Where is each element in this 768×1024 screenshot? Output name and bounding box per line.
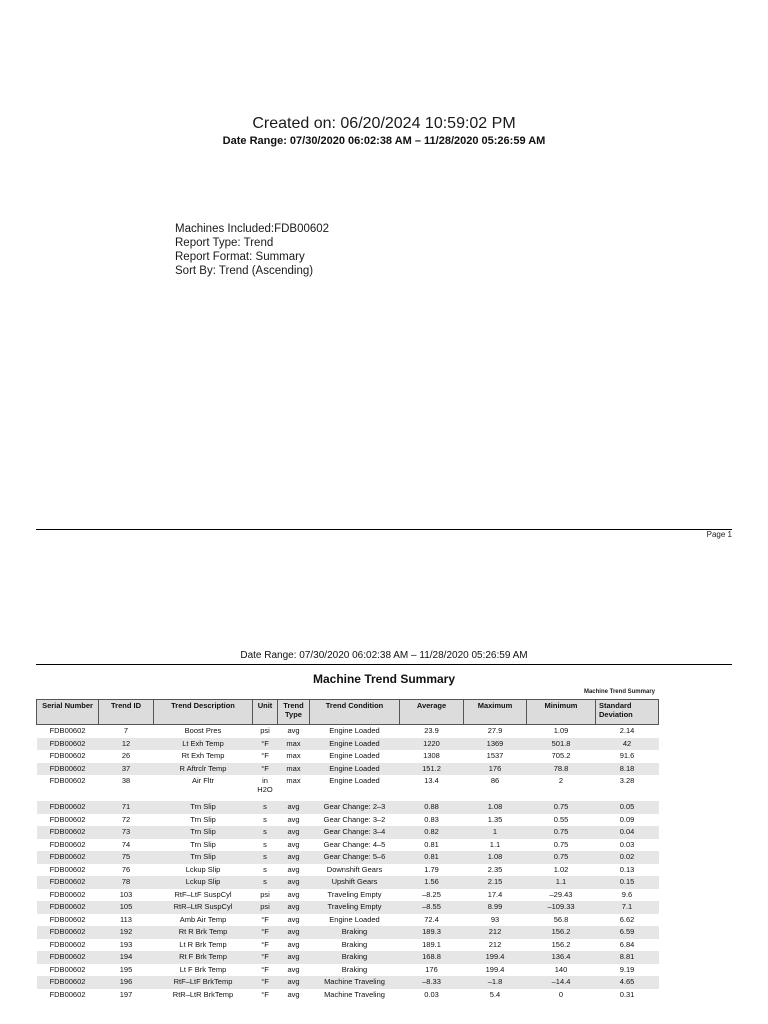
table-cell: 1.1 bbox=[489, 839, 501, 849]
table-row bbox=[37, 801, 659, 814]
report-parameters bbox=[175, 222, 329, 278]
table-cell: Braking bbox=[310, 926, 400, 939]
table-cell: Braking bbox=[310, 951, 400, 964]
table-cell: FDB00602 bbox=[49, 939, 86, 949]
table-cell: R Aftrclr Temp bbox=[154, 763, 253, 776]
table-row bbox=[37, 951, 659, 964]
table-cell: 151.2 bbox=[400, 763, 464, 776]
table-cell: FDB00602 bbox=[49, 776, 86, 785]
table-cell: Traveling Empty bbox=[310, 901, 400, 914]
table-cell: 6.62 bbox=[619, 914, 635, 924]
table-cell: 76 bbox=[121, 864, 131, 874]
table-row bbox=[37, 750, 659, 763]
table-cell: 3.28 bbox=[619, 776, 635, 785]
table-row bbox=[37, 939, 659, 952]
table-cell: 1369 bbox=[464, 738, 527, 751]
page2-date-range: Date Range: 07/30/2020 06:02:38 AM – 11/28/2020 05:26:59 AM bbox=[240, 650, 528, 661]
table-cell: 140 bbox=[554, 964, 568, 974]
table-cell: FDB00602 bbox=[49, 864, 86, 874]
table-cell: Trn Slip bbox=[190, 814, 216, 824]
table-cell: 27.9 bbox=[487, 726, 503, 735]
table-cell: Rt Exh Temp bbox=[181, 751, 225, 760]
table-cell: psi bbox=[260, 889, 270, 899]
table-cell: 4.65 bbox=[596, 976, 659, 989]
table-cell: avg bbox=[287, 839, 300, 849]
table-cell: FDB00602 bbox=[37, 901, 99, 914]
table-cell: –109.33 bbox=[527, 901, 596, 914]
table-row bbox=[37, 926, 659, 939]
table-cell: 0.05 bbox=[596, 801, 659, 814]
table-cell: FDB00602 bbox=[37, 876, 99, 889]
table-cell: FDB00602 bbox=[49, 964, 86, 974]
table-cell: Upshift Gears bbox=[310, 876, 400, 889]
table-cell: 156.2 bbox=[551, 939, 571, 949]
table-cell: 23.9 bbox=[424, 726, 439, 735]
column-header: Trend ID bbox=[99, 700, 154, 725]
table-cell: 0 bbox=[558, 989, 564, 999]
table-cell: RtR–LtR BrkTemp bbox=[172, 989, 234, 999]
table-cell: psi bbox=[260, 726, 270, 735]
report-format: Report Format: Summary bbox=[175, 251, 305, 263]
table-cell: Rt R Brk Temp bbox=[154, 926, 253, 939]
sort-by: Sort By: Trend (Ascending) bbox=[175, 265, 314, 277]
table-cell: 705.2 bbox=[551, 751, 571, 760]
table-cell: °F bbox=[253, 926, 278, 939]
table-cell: RtF–LtF SuspCyl bbox=[174, 889, 232, 899]
table-cell: 78.8 bbox=[527, 763, 596, 776]
table-cell: 37 bbox=[99, 763, 154, 776]
table-row bbox=[37, 914, 659, 927]
table-cell: avg bbox=[278, 851, 310, 864]
page-divider bbox=[36, 529, 732, 530]
table-cell: FDB00602 bbox=[49, 751, 86, 760]
table-cell: 2.35 bbox=[487, 864, 503, 874]
table-cell: 2 bbox=[558, 776, 564, 785]
table-cell: 8.18 bbox=[596, 763, 659, 776]
created-on-text: Created on: 06/20/2024 10:59:02 PM bbox=[252, 115, 516, 132]
table-cell: 0.75 bbox=[553, 839, 569, 849]
table-cell: max bbox=[286, 776, 301, 785]
table-cell: Braking bbox=[341, 939, 368, 949]
table-row bbox=[37, 775, 659, 801]
table-cell: 13.4 bbox=[424, 776, 439, 785]
column-header: Trend Description bbox=[154, 700, 253, 725]
table-cell: °F bbox=[261, 964, 269, 974]
table-cell: avg bbox=[287, 914, 300, 924]
page2-divider bbox=[36, 664, 732, 665]
table-cell: 2.15 bbox=[464, 876, 527, 889]
table-cell: 0.81 bbox=[400, 851, 464, 864]
table-cell: psi bbox=[253, 901, 278, 914]
table-cell: 9.19 bbox=[619, 964, 635, 974]
table-cell: 0.03 bbox=[424, 989, 439, 999]
table-row bbox=[37, 814, 659, 827]
table-cell: 176 bbox=[464, 763, 527, 776]
table-cell: °F bbox=[253, 738, 278, 751]
table-cell: Gear Change: 3–2 bbox=[323, 814, 386, 824]
table-cell: 199.4 bbox=[485, 964, 505, 974]
table-cell: °F bbox=[253, 976, 278, 989]
table-cell: 193 bbox=[119, 939, 133, 949]
table-cell: 6.59 bbox=[596, 926, 659, 939]
table-cell: –1.8 bbox=[464, 976, 527, 989]
table-cell: 199.4 bbox=[464, 951, 527, 964]
table-cell: 1.09 bbox=[553, 726, 569, 735]
table-cell: 0.15 bbox=[596, 876, 659, 889]
column-header: Trend Condition bbox=[310, 700, 400, 725]
table-cell: Trn Slip bbox=[154, 801, 253, 814]
table-cell: avg bbox=[287, 989, 300, 999]
table-cell: 93 bbox=[490, 914, 500, 924]
table-cell: avg bbox=[278, 876, 310, 889]
table-cell: 156.2 bbox=[527, 926, 596, 939]
table-cell: 0.13 bbox=[619, 864, 635, 874]
table-cell: Engine Loaded bbox=[329, 751, 380, 760]
table-cell: °F bbox=[261, 751, 269, 760]
report-type: Report Type: Trend bbox=[175, 237, 274, 249]
table-cell: s bbox=[263, 839, 267, 849]
table-cell: Lt R Brk Temp bbox=[179, 939, 227, 949]
table-cell: 105 bbox=[99, 901, 154, 914]
table-row bbox=[37, 901, 659, 914]
column-header: Standard Deviation bbox=[596, 700, 659, 725]
table-cell: 1.79 bbox=[424, 864, 439, 874]
table-cell: RtR–LtR SuspCyl bbox=[154, 901, 253, 914]
table-cell: FDB00602 bbox=[49, 839, 86, 849]
table-cell: FDB00602 bbox=[49, 726, 86, 735]
table-cell: °F bbox=[253, 763, 278, 776]
table-cell: 1.1 bbox=[527, 876, 596, 889]
table-cell: avg bbox=[287, 814, 300, 824]
table-cell: 0.88 bbox=[400, 801, 464, 814]
table-cell: 91.6 bbox=[619, 751, 635, 760]
table-cell: Gear Change: 2–3 bbox=[310, 801, 400, 814]
column-header: Average bbox=[400, 700, 464, 725]
table-row bbox=[37, 976, 659, 989]
table-cell: 75 bbox=[99, 851, 154, 864]
column-header: Unit bbox=[253, 700, 278, 725]
table-cell: 0.04 bbox=[596, 826, 659, 839]
table-cell: Lt Exh Temp bbox=[154, 738, 253, 751]
table-cell: 26 bbox=[121, 751, 131, 760]
table-cell: 196 bbox=[99, 976, 154, 989]
table-cell: 0.55 bbox=[553, 814, 569, 824]
table-cell: Engine Loaded bbox=[329, 914, 380, 924]
table-cell: 1.35 bbox=[487, 814, 503, 824]
table-cell: –29.43 bbox=[549, 889, 573, 899]
table-cell: °F bbox=[253, 951, 278, 964]
table-cell: FDB00602 bbox=[37, 926, 99, 939]
table-cell: 0.82 bbox=[400, 826, 464, 839]
table-cell: 74 bbox=[121, 839, 131, 849]
table-cell: Air Fltr bbox=[191, 776, 215, 785]
table-cell: 72 bbox=[121, 814, 131, 824]
table-row bbox=[37, 889, 659, 902]
table-cell: Trn Slip bbox=[154, 826, 253, 839]
table-cell: Boost Pres bbox=[184, 726, 222, 735]
table-cell: FDB00602 bbox=[37, 763, 99, 776]
table-cell: 7 bbox=[123, 726, 129, 735]
table-cell: Downshift Gears bbox=[326, 864, 383, 874]
table-cell: 103 bbox=[119, 889, 133, 899]
table-cell: Rt F Brk Temp bbox=[154, 951, 253, 964]
table-cell: Lckup Slip bbox=[185, 864, 221, 874]
table-cell: avg bbox=[287, 964, 300, 974]
table-cell: in H2O bbox=[257, 776, 273, 794]
table-cell: Braking bbox=[341, 964, 368, 974]
table-cell: 72.4 bbox=[424, 914, 439, 924]
table-cell: 56.8 bbox=[553, 914, 569, 924]
table-cell: max bbox=[278, 763, 310, 776]
table-cell: 78 bbox=[99, 876, 154, 889]
table-cell: 1220 bbox=[400, 738, 464, 751]
table-cell: avg bbox=[287, 939, 300, 949]
column-header: Minimum bbox=[527, 700, 596, 725]
table-cell: 0.83 bbox=[424, 814, 439, 824]
table-cell: Traveling Empty bbox=[327, 889, 382, 899]
table-cell: –14.4 bbox=[527, 976, 596, 989]
table-cell: –8.55 bbox=[400, 901, 464, 914]
table-cell: 0.02 bbox=[596, 851, 659, 864]
table-cell: FDB00602 bbox=[49, 989, 86, 999]
table-row bbox=[37, 851, 659, 864]
table-cell: Gear Change: 4–5 bbox=[323, 839, 386, 849]
table-cell: FDB00602 bbox=[37, 951, 99, 964]
table-cell: avg bbox=[287, 726, 300, 735]
table-cell: 8.81 bbox=[596, 951, 659, 964]
table-cell: Trn Slip bbox=[190, 839, 216, 849]
table-cell: 195 bbox=[119, 964, 133, 974]
table-cell: 1 bbox=[464, 826, 527, 839]
table-cell: Amb Air Temp bbox=[179, 914, 227, 924]
column-header: Trend Type bbox=[278, 700, 310, 725]
table-cell: avg bbox=[278, 901, 310, 914]
table-cell: Gear Change: 5–6 bbox=[310, 851, 400, 864]
table-cell: 0.75 bbox=[527, 826, 596, 839]
table-cell: –8.33 bbox=[400, 976, 464, 989]
table-cell: 8.99 bbox=[464, 901, 527, 914]
table-cell: avg bbox=[278, 826, 310, 839]
table-cell: Lckup Slip bbox=[154, 876, 253, 889]
table-cell: avg bbox=[278, 951, 310, 964]
table-cell: 1.08 bbox=[464, 801, 527, 814]
table-cell: 17.4 bbox=[487, 889, 503, 899]
table-cell: Engine Loaded bbox=[329, 776, 380, 785]
table-cell: °F bbox=[261, 989, 269, 999]
table-cell: 7.1 bbox=[596, 901, 659, 914]
column-header: Serial Number bbox=[37, 700, 99, 725]
table-cell: Engine Loaded bbox=[310, 738, 400, 751]
table-cell: 0.31 bbox=[619, 989, 635, 999]
table-row bbox=[37, 725, 659, 738]
table-cell: 113 bbox=[120, 914, 132, 924]
table-cell: FDB00602 bbox=[37, 826, 99, 839]
table-cell: 9.6 bbox=[621, 889, 633, 899]
table-row bbox=[37, 763, 659, 776]
table-body bbox=[37, 725, 659, 1002]
table-cell: 38 bbox=[121, 776, 131, 785]
table-cell: 194 bbox=[99, 951, 154, 964]
table-cell: Machine Traveling bbox=[324, 989, 385, 999]
table-cell: 176 bbox=[425, 964, 438, 974]
table-cell: s bbox=[253, 801, 278, 814]
table-cell: s bbox=[253, 876, 278, 889]
table-cell: RtF–LtF BrkTemp bbox=[154, 976, 253, 989]
table-cell: Trn Slip bbox=[154, 851, 253, 864]
table-cell: 1308 bbox=[423, 751, 440, 760]
table-cell: 0.03 bbox=[619, 839, 635, 849]
table-cell: 1.08 bbox=[464, 851, 527, 864]
table-cell: 189.1 bbox=[422, 939, 441, 949]
table-cell: 71 bbox=[99, 801, 154, 814]
table-cell: 212 bbox=[464, 926, 527, 939]
table-cell: Lt F Brk Temp bbox=[179, 964, 227, 974]
table-title: Machine Trend Summary bbox=[312, 672, 456, 686]
table-cell: FDB00602 bbox=[49, 914, 86, 924]
table-cell: FDB00602 bbox=[37, 801, 99, 814]
table-cell: 0.75 bbox=[527, 801, 596, 814]
table-cell: 12 bbox=[99, 738, 154, 751]
table-cell: 1.02 bbox=[553, 864, 569, 874]
table-cell: °F bbox=[261, 914, 269, 924]
table-cell: 197 bbox=[119, 989, 133, 999]
table-cell: Machine Traveling bbox=[310, 976, 400, 989]
table-cell: max bbox=[278, 738, 310, 751]
table-cell: FDB00602 bbox=[49, 814, 86, 824]
table-cell: –8.25 bbox=[422, 889, 441, 899]
table-cell: avg bbox=[278, 801, 310, 814]
trend-summary-table bbox=[36, 699, 659, 1001]
table-row bbox=[37, 989, 659, 1002]
table-cell: 73 bbox=[99, 826, 154, 839]
table-cell: FDB00602 bbox=[37, 851, 99, 864]
table-cell: °F bbox=[261, 939, 269, 949]
table-cell: 0.75 bbox=[527, 851, 596, 864]
table-cell: 42 bbox=[596, 738, 659, 751]
table-row bbox=[37, 826, 659, 839]
table-cell: 0.09 bbox=[619, 814, 635, 824]
table-cell: 1.56 bbox=[400, 876, 464, 889]
table-cell: Gear Change: 3–4 bbox=[310, 826, 400, 839]
table-cell: s bbox=[263, 814, 267, 824]
table-cell: avg bbox=[287, 864, 300, 874]
table-cell: avg bbox=[278, 926, 310, 939]
table-cell: 5.4 bbox=[489, 989, 501, 999]
table-cell: 6.84 bbox=[619, 939, 635, 949]
table-cell: 212 bbox=[488, 939, 502, 949]
table-cell: FDB00602 bbox=[37, 738, 99, 751]
table-row bbox=[37, 839, 659, 852]
table-cell: 0.81 bbox=[424, 839, 439, 849]
table-cell: 1537 bbox=[486, 751, 504, 760]
table-row bbox=[37, 738, 659, 751]
table-cell: 189.3 bbox=[400, 926, 464, 939]
table-header-row bbox=[37, 700, 659, 725]
table-cell: 501.8 bbox=[527, 738, 596, 751]
table-row bbox=[37, 964, 659, 977]
table-cell: 168.8 bbox=[400, 951, 464, 964]
page-number: Page 1 bbox=[706, 530, 732, 539]
table-cell: 86 bbox=[490, 776, 500, 785]
table-cell: s bbox=[253, 826, 278, 839]
table-cell: s bbox=[253, 851, 278, 864]
date-range-heading: Date Range: 07/30/2020 06:02:38 AM – 11/28/2020 05:26:59 AM bbox=[222, 135, 546, 147]
table-cell: avg bbox=[278, 976, 310, 989]
column-header: Maximum bbox=[464, 700, 527, 725]
table-cell: Engine Loaded bbox=[310, 763, 400, 776]
table-cell: FDB00602 bbox=[49, 889, 86, 899]
table-cell: 192 bbox=[99, 926, 154, 939]
table-cell: avg bbox=[287, 889, 300, 899]
table-cell: FDB00602 bbox=[37, 976, 99, 989]
table-cell: 2.14 bbox=[619, 726, 635, 735]
table-cell: s bbox=[263, 864, 267, 874]
table-cell: Engine Loaded bbox=[329, 726, 380, 735]
machines-included: Machines Included:FDB00602 bbox=[175, 223, 330, 235]
table-row bbox=[37, 864, 659, 877]
table-cell: 136.4 bbox=[527, 951, 596, 964]
table-cell: max bbox=[286, 751, 301, 760]
table-subtitle: Machine Trend Summary bbox=[583, 689, 655, 695]
table-row bbox=[37, 876, 659, 889]
